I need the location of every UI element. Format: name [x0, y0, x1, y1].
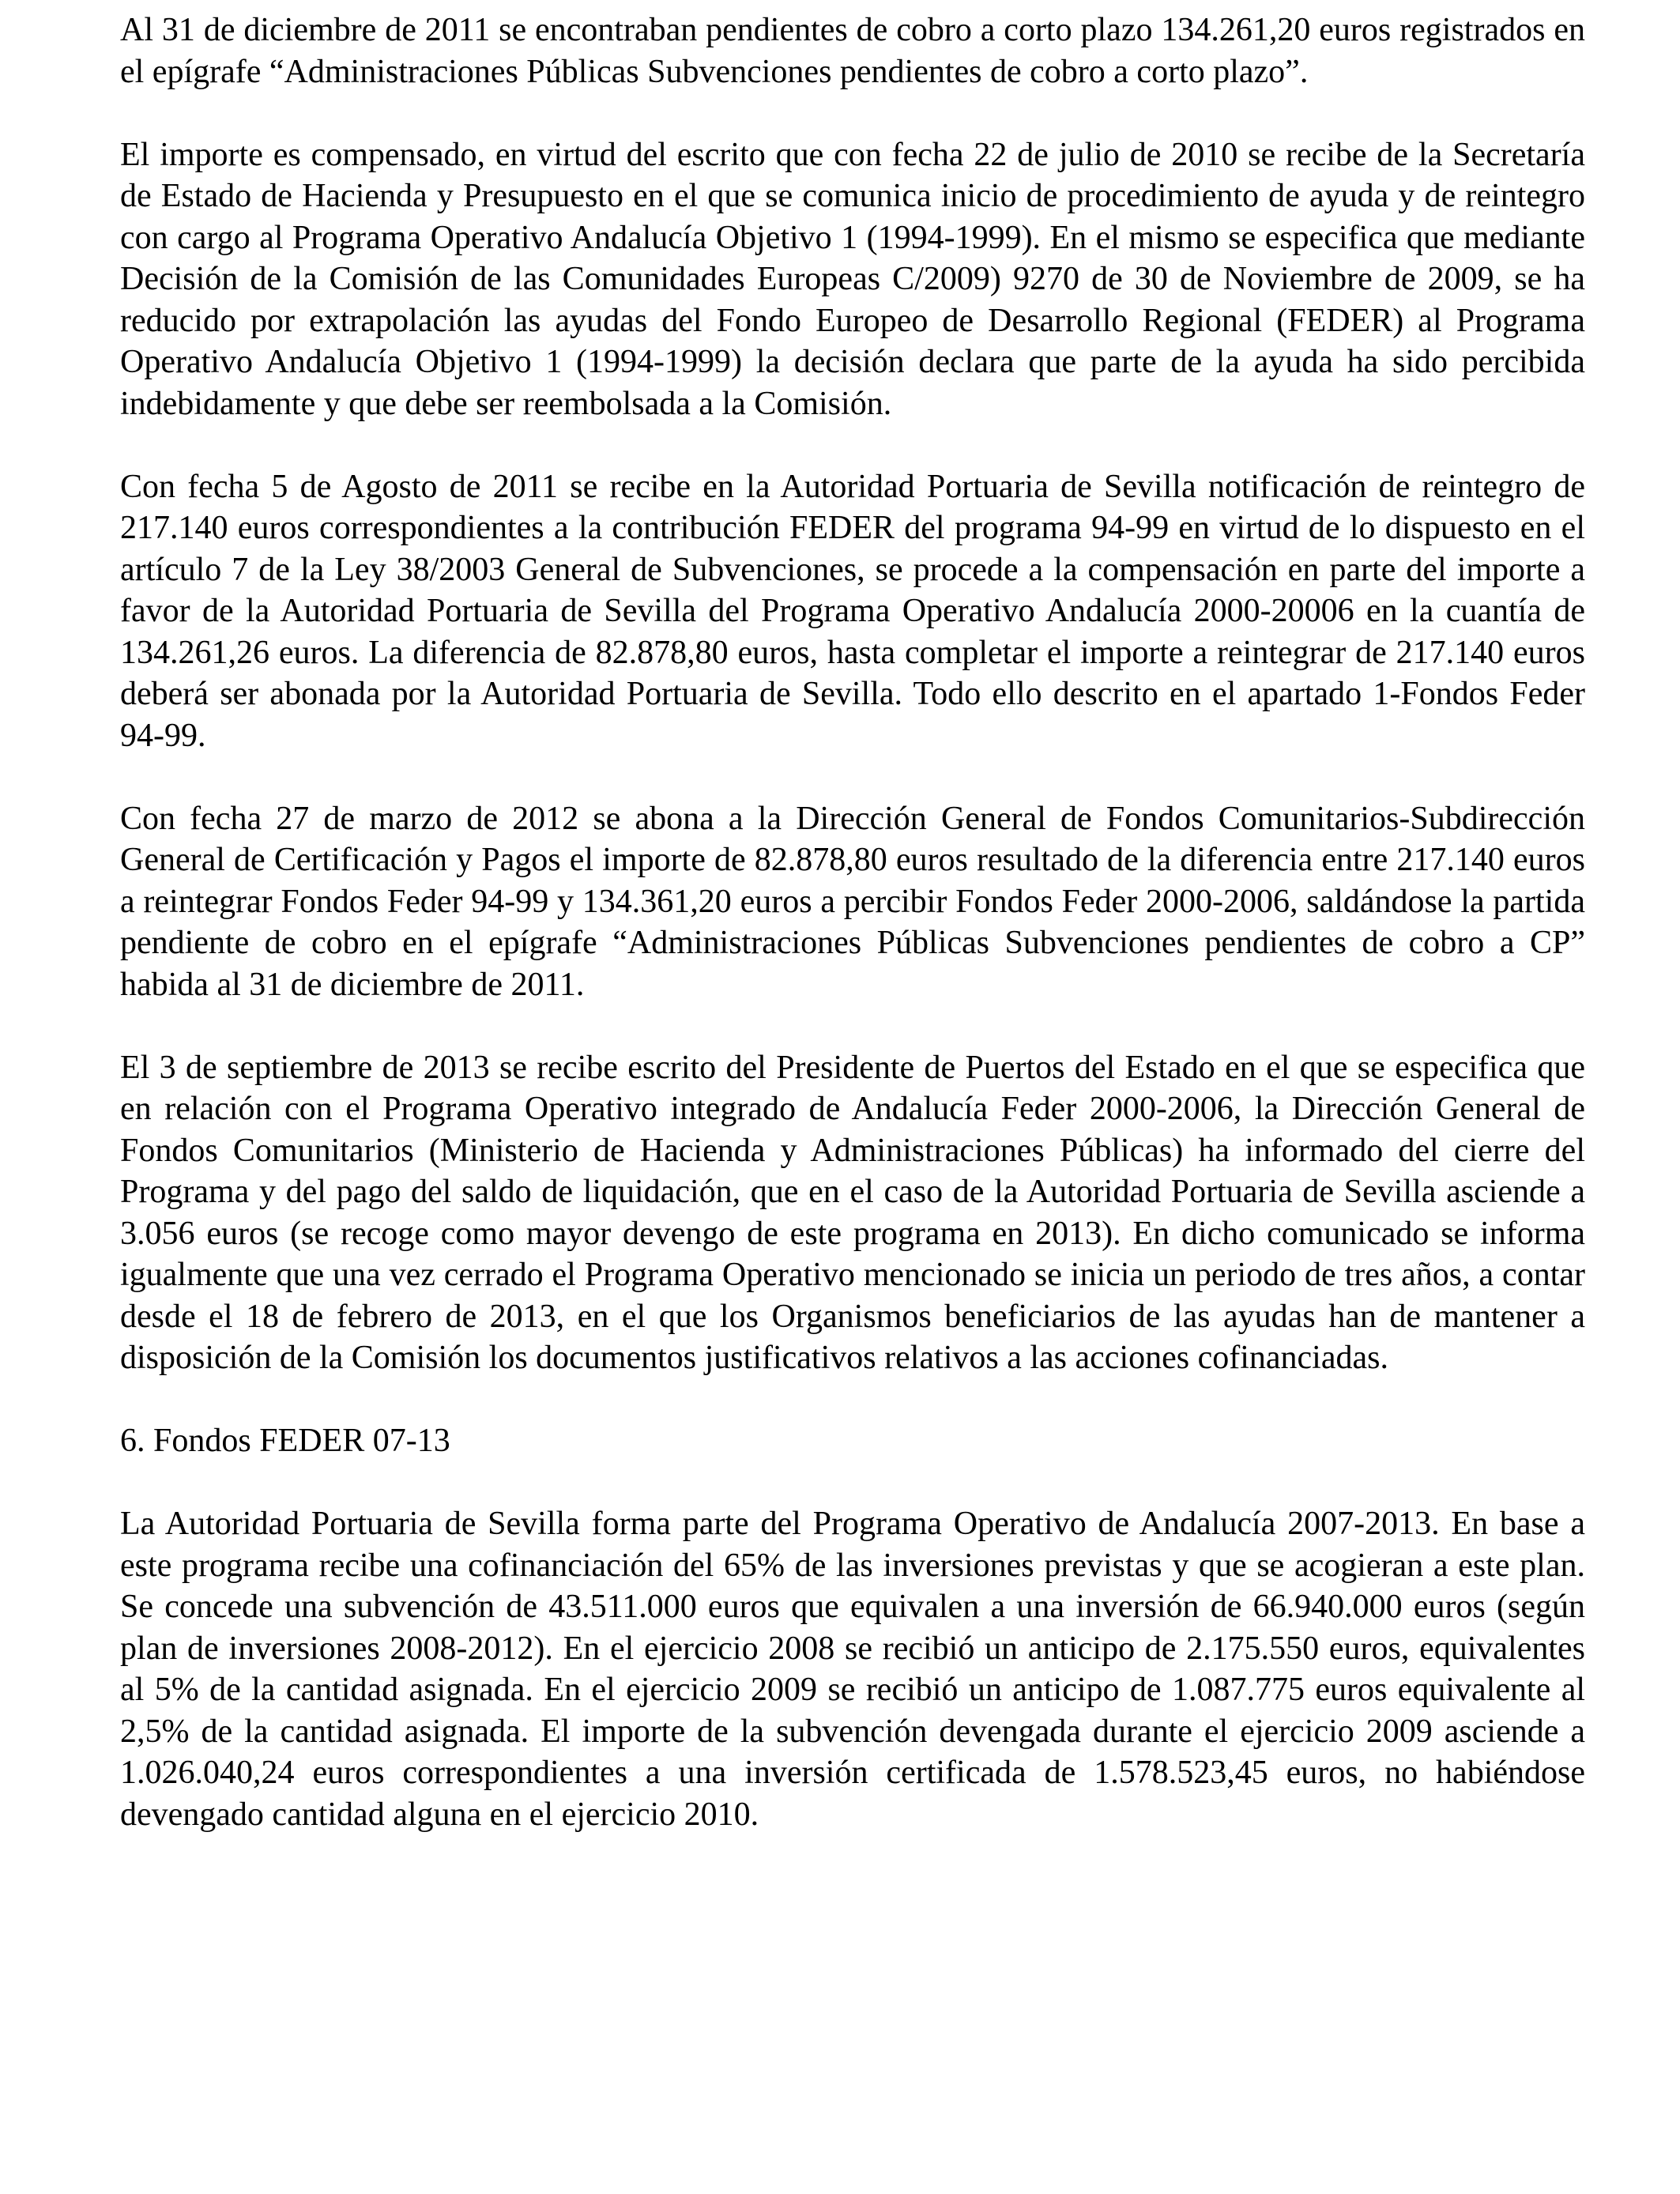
paragraph-reimbursement-notice: Con fecha 5 de Agosto de 2011 se recibe en la Autoridad Portuaria de Sevilla notificación de reintegro de 217.140 euros correspondientes a la contribución FEDER del programa 94-99 en virtud de lo dispuesto en el artículo 7 de la Ley 38/2003 General de Subvenciones, se procede a la compensación en parte del importe a favor de la Autoridad Portuaria de Sevilla del Programa Operativo Andalucía 2000-20006 en la cuantía de 134.261,26 euros. La diferencia de 82.878,80 euros, hasta completar el importe a reintegrar de 217.140 euros deberá ser abonada por la Autoridad Portuaria de Sevilla. Todo ello descrito en el apartado 1-Fondos Feder 94-99. — [120, 468, 1585, 754]
paragraph-program-closure: El 3 de septiembre de 2013 se recibe escrito del Presidente de Puertos del Estado en el que se especifica que en relación con el Programa Operativo integrado de Andalucía Feder 2000-2006, la Dirección General de Fondos Comunitarios (Ministerio de Hacienda y Administraciones Públicas) ha informado del cierre del Programa y del pago del saldo de liquidación, que en el caso de la Autoridad Portuaria de Sevilla asciende a 3.056 euros (se recoge como mayor devengo de este programa en 2013). En dicho comunicado se informa igualmente que una vez cerrado el Programa Operativo mencionado se inicia un periodo de tres años, a contar desde el 18 de febrero de 2013, en el que los Organismos beneficiarios de las ayudas han de mantener a disposición de la Comisión los documentos justificativos relativos a las acciones cofinanciadas. — [120, 1049, 1585, 1376]
paragraph-feder-07-13: La Autoridad Portuaria de Sevilla forma parte del Programa Operativo de Andalucía 2007-2013. En base a este programa recibe una cofinanciación del 65% de las inversiones previstas y que se acogieran a este plan. Se concede una subvención de 43.511.000 euros que equivalen a una inversión de 66.940.000 euros (según plan de inversiones 2008-2012). En el ejercicio 2008 se recibió un anticipo de 2.175.550 euros, equivalentes al 5% de la cantidad asignada. En el ejercicio 2009 se recibió un anticipo de 1.087.775 euros equivalente al 2,5% de la cantidad asignada. El importe de la subvención devengada durante el ejercicio 2009 asciende a 1.026.040,24 euros correspondientes a una inversión certificada de 1.578.523,45 euros, no habiéndose devengado cantidad alguna en el ejercicio 2010. — [120, 1506, 1585, 1833]
document-page — [120, 9, 1585, 1877]
paragraph-payment-2012: Con fecha 27 de marzo de 2012 se abona a la Dirección General de Fondos Comunitarios-Subdirección General de Certificación y Pagos el importe de 82.878,80 euros resultado de la diferencia entre 217.140 euros a reintegrar Fondos Feder 94-99 y 134.361,20 euros a percibir Fondos Feder 2000-2006, saldándose la partida pendiente de cobro en el epígrafe “Administraciones Públicas Subvenciones pendientes de cobro a CP” habida al 31 de diciembre de 2011. — [120, 800, 1585, 1003]
paragraph-compensation: El importe es compensado, en virtud del escrito que con fecha 22 de julio de 2010 se recibe de la Secretaría de Estado de Hacienda y Presupuesto en el que se comunica inicio de procedimiento de ayuda y de reintegro con cargo al Programa Operativo Andalucía Objetivo 1 (1994-1999). En el mismo se especifica que mediante Decisión de la Comisión de las Comunidades Europeas C/2009) 9270 de 30 de Noviembre de 2009, se ha reducido por extrapolación las ayudas del Fondo Europeo de Desarrollo Regional (FEDER) al Programa Operativo Andalucía Objetivo 1 (1994-1999) la decisión declara que parte de la ayuda ha sido percibida indebidamente y que debe ser reembolsada a la Comisión. — [120, 136, 1585, 422]
paragraph-pending-collection: Al 31 de diciembre de 2011 se encontraban pendientes de cobro a corto plazo 134.261,20 euros registrados en el epígrafe “Administraciones Públicas Subvenciones pendientes de cobro a corto plazo”. — [120, 12, 1585, 90]
section-heading: 6. Fondos FEDER 07-13 — [120, 1423, 450, 1459]
